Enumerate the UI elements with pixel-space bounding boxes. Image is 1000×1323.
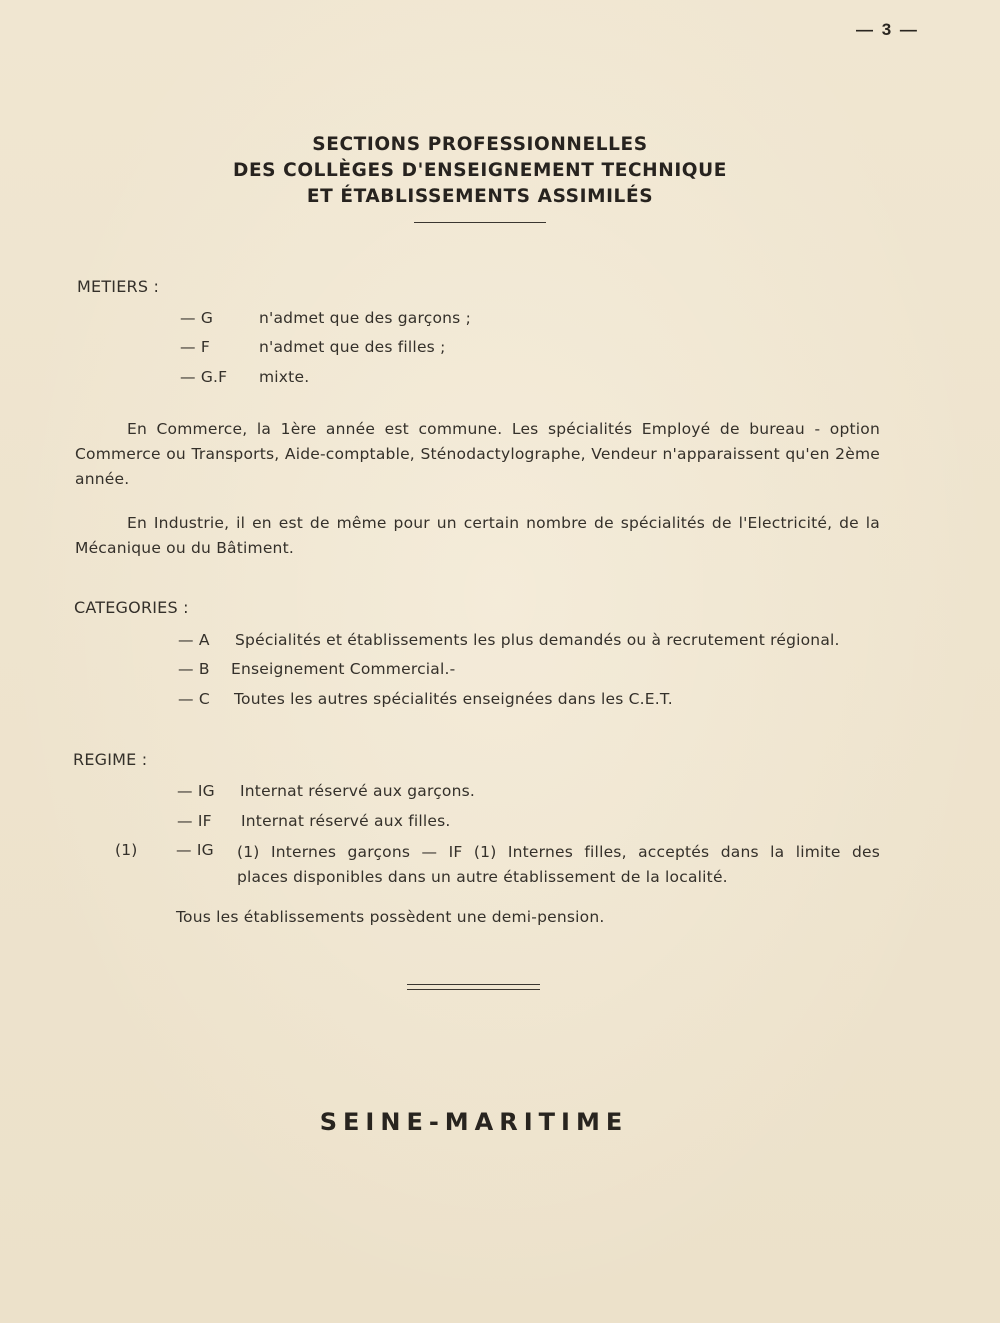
page-number: — 3 —	[856, 20, 919, 39]
metiers-code-f: — F	[180, 338, 210, 356]
category-text-b: Enseignement Commercial.-	[231, 660, 456, 678]
regime-text-if: Internat réservé aux filles.	[241, 812, 451, 830]
metiers-text-g: n'admet que des garçons ;	[259, 309, 471, 327]
regime-note-code: — IG	[176, 841, 214, 859]
section-divider	[407, 984, 540, 990]
metiers-text-f: n'admet que des filles ;	[259, 338, 446, 356]
title-line-3: ET ÉTABLISSEMENTS ASSIMILÉS	[306, 186, 654, 207]
paragraph-commerce: En Commerce, la 1ère année est commune. Les spécialités Employé de bureau - option Commerce ou Transports, Aide-comptable, Sténodactylographe, Vendeur n'apparaissent qu'en 2ème année.	[75, 420, 880, 488]
paragraph-industrie: En Industrie, il en est de même pour un certain nombre de spécialités de l'Electricité, de la Mécanique ou du Bâtiment.	[75, 514, 880, 557]
category-text-c: Toutes les autres spécialités enseignées dans les C.E.T.	[234, 690, 673, 708]
regime-code-ig: — IG	[177, 782, 215, 800]
demi-pension-note: Tous les établissements possèdent une demi-pension.	[176, 908, 605, 926]
title-line-1: SECTIONS PROFESSIONNELLES	[312, 134, 648, 155]
category-code-c: — C	[178, 690, 210, 708]
department-title: SEINE-MARITIME	[319, 1108, 629, 1136]
regime-note-marker: (1)	[115, 841, 138, 859]
title-underline	[414, 222, 546, 223]
title-line-2: DES COLLÈGES D'ENSEIGNEMENT TECHNIQUE	[232, 160, 727, 181]
metiers-text-gf: mixte.	[259, 368, 310, 386]
category-code-a: — A	[178, 631, 210, 649]
regime-text-ig: Internat réservé aux garçons.	[240, 782, 476, 800]
categories-label: CATEGORIES :	[74, 598, 189, 617]
regime-note-line-2: places disponibles dans un autre établissement de la localité.	[237, 868, 728, 886]
regime-label: REGIME :	[73, 750, 148, 769]
metiers-label: METIERS :	[77, 277, 160, 296]
metiers-code-g: — G	[180, 309, 214, 327]
regime-note-line-1: (1) Internes garçons — IF (1) Internes filles, acceptés dans la limite des	[237, 843, 880, 861]
metiers-code-gf: — G.F	[180, 368, 228, 386]
category-code-b: — B	[178, 660, 210, 678]
regime-code-if: — IF	[177, 812, 212, 830]
category-text-a: Spécialités et établissements les plus demandés ou à recrutement régional.	[235, 631, 840, 649]
